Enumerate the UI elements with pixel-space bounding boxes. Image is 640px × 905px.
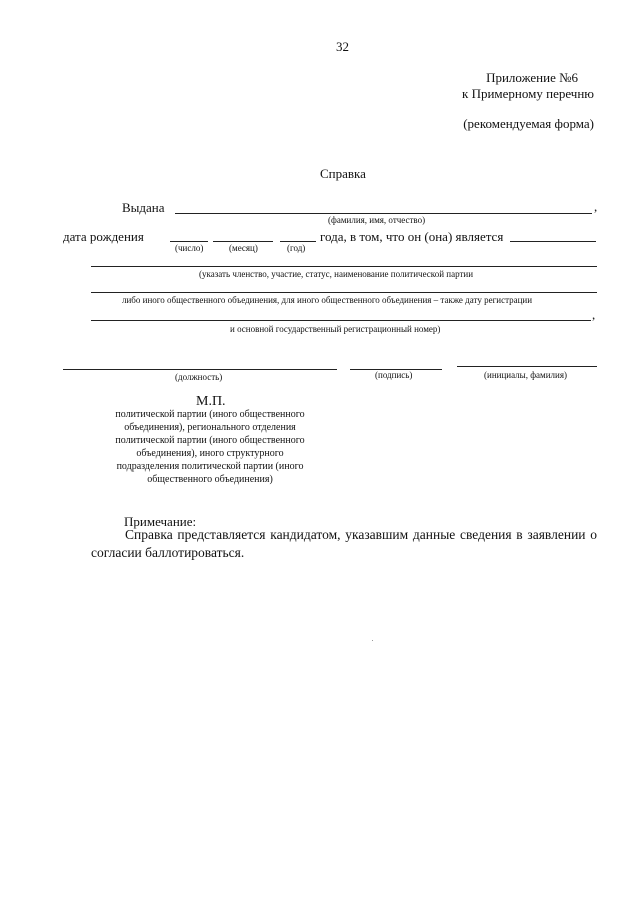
day-field-line[interactable] — [170, 241, 208, 242]
association-hint: либо иного общественного объединения, для иного общественного объединения – также дату регистрации — [122, 295, 533, 305]
association-field-line[interactable] — [91, 292, 597, 293]
month-hint: (месяц) — [229, 243, 258, 253]
note-label: Примечание: — [124, 514, 197, 529]
issued-comma: , — [594, 199, 598, 214]
birthdate-label: дата рождения — [63, 229, 144, 244]
month-field-line[interactable] — [213, 241, 273, 242]
form-type: (рекомендуемая форма) — [463, 116, 594, 131]
stamp-label: М.П. — [196, 394, 226, 409]
page-number: 32 — [336, 39, 349, 54]
initials-field-line[interactable] — [457, 366, 597, 367]
document-title: Справка — [320, 166, 366, 181]
appendix-reference: к Примерному перечню — [462, 86, 594, 101]
signature-hint: (подпись) — [375, 370, 413, 380]
appendix-title: Приложение №6 — [486, 70, 578, 85]
registration-hint: и основной государственный регистрационный номер) — [230, 324, 441, 334]
membership-field-line[interactable] — [91, 266, 597, 267]
issued-label: Выдана — [122, 200, 165, 215]
birthdate-suffix: года, в том, что он (она) является — [320, 229, 504, 244]
registration-comma: , — [592, 307, 596, 322]
note-text: Справка представляется кандидатом, указавшим данные сведения в заявлении о согласии баллотироваться. — [91, 527, 597, 560]
year-field-line[interactable] — [280, 241, 316, 242]
stamp-description — [100, 408, 320, 486]
scan-speck — [372, 640, 373, 641]
initials-hint: (инициалы, фамилия) — [484, 370, 567, 380]
status-field-line[interactable] — [510, 241, 596, 242]
stamp-line: политической партии (иного общественного — [115, 409, 305, 420]
fio-hint: (фамилия, имя, отчество) — [328, 215, 426, 225]
day-hint: (число) — [175, 243, 204, 253]
stamp-line: объединения), регионального отделения — [124, 422, 296, 433]
position-hint: (должность) — [175, 372, 223, 382]
stamp-line: общественного объединения) — [147, 474, 273, 485]
stamp-line: объединения), иного структурного — [136, 448, 284, 459]
stamp-line: подразделения политической партии (иного — [116, 461, 304, 472]
year-hint: (год) — [287, 243, 306, 253]
membership-hint: (указать членство, участие, статус, наименование политической партии — [199, 269, 474, 279]
registration-field-line[interactable] — [91, 320, 591, 321]
stamp-line: политической партии (иного общественного — [115, 435, 305, 446]
position-field-line[interactable] — [63, 369, 337, 370]
fio-field-line[interactable] — [175, 213, 592, 214]
